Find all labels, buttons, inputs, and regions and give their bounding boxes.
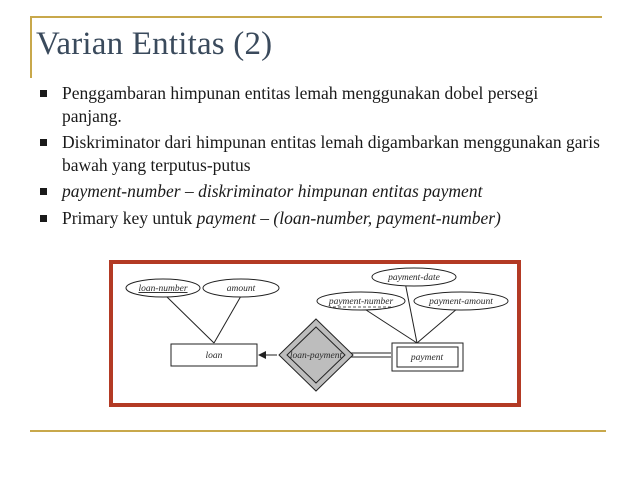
attribute-payment-amount-label: payment-amount bbox=[429, 297, 493, 307]
entity-loan-label: loan bbox=[205, 351, 223, 361]
er-diagram bbox=[113, 264, 517, 403]
bullet-square-icon bbox=[40, 139, 47, 146]
attribute-payment-date-label: payment-date bbox=[388, 273, 440, 283]
line-payment-number-to-payment bbox=[363, 308, 417, 343]
bottom-rule bbox=[30, 430, 606, 432]
line-amount-to-loan bbox=[214, 296, 241, 343]
bullet-square-icon bbox=[40, 188, 47, 195]
bullet-item bbox=[30, 207, 600, 230]
attribute-loan-number-label: loan-number bbox=[138, 284, 188, 294]
entity-payment-label: payment bbox=[410, 353, 444, 363]
line-payment-amount-to-payment bbox=[417, 308, 458, 343]
bullet-text: Diskriminator dari himpunan entitas lemah digambarkan menggunakan garis bawah yang terputus-putus bbox=[62, 132, 600, 175]
slide-title: Varian Entitas (2) bbox=[36, 26, 273, 62]
bullet-text: payment-number – diskriminator himpunan entitas payment bbox=[62, 181, 483, 201]
line-payment-date-to-payment bbox=[405, 282, 417, 343]
relationship-loan-payment-label: loan-payment bbox=[289, 351, 343, 361]
top-rule bbox=[30, 16, 602, 18]
bullet-text: Penggambaran himpunan entitas lemah menggunakan dobel persegi panjang. bbox=[62, 83, 539, 126]
bullet-list bbox=[30, 82, 600, 233]
bullet-text-italic: payment – (loan-number, payment-number) bbox=[196, 207, 501, 228]
bullet-text-prefix: Primary key untuk bbox=[62, 207, 197, 228]
bullet-item bbox=[30, 82, 600, 127]
attribute-payment-number-label: payment-number bbox=[328, 297, 394, 307]
bullet-item bbox=[30, 180, 600, 203]
bullet-square-icon bbox=[40, 215, 47, 222]
bullet-item bbox=[30, 131, 600, 176]
bullet-square-icon bbox=[40, 90, 47, 97]
left-rule bbox=[30, 16, 32, 78]
attribute-amount-label: amount bbox=[226, 284, 256, 294]
line-loan-number-to-loan bbox=[166, 296, 214, 343]
er-diagram-frame bbox=[109, 260, 521, 407]
